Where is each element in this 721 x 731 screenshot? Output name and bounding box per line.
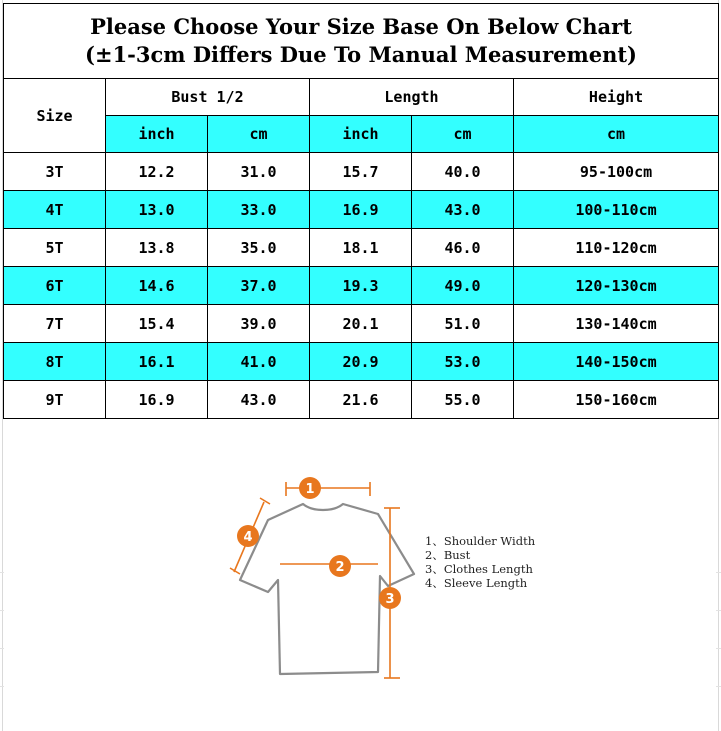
cell-size: 7T	[4, 305, 106, 343]
cell-height: 130-140cm	[514, 305, 719, 343]
sheet-gridline	[716, 686, 721, 687]
cell-length-cm: 43.0	[412, 191, 514, 229]
cell-size: 6T	[4, 267, 106, 305]
legend-item-length: 3、Clothes Length	[425, 562, 533, 576]
cell-bust-inch: 15.4	[106, 305, 208, 343]
marker-1	[299, 477, 321, 499]
sheet-gridline	[0, 610, 4, 611]
table-row	[4, 343, 719, 381]
cell-height: 150-160cm	[514, 381, 719, 419]
legend-item-bust: 2、Bust	[425, 548, 471, 562]
tshirt-measurement-diagram	[228, 468, 418, 688]
title-line-2: (±1-3cm Differs Due To Manual Measurement)	[85, 42, 637, 67]
cell-length-inch: 18.1	[310, 229, 412, 267]
sheet-gridline	[0, 686, 4, 687]
table-row	[4, 305, 719, 343]
header-length: Length	[310, 79, 514, 116]
cell-bust-cm: 43.0	[208, 381, 310, 419]
cell-length-inch: 20.1	[310, 305, 412, 343]
header-bust: Bust 1/2	[106, 79, 310, 116]
cell-length-cm: 49.0	[412, 267, 514, 305]
table-row	[4, 153, 719, 191]
cell-height: 120-130cm	[514, 267, 719, 305]
legend-item-shoulder: 1、Shoulder Width	[425, 534, 536, 548]
table-row	[4, 191, 719, 229]
cell-height: 140-150cm	[514, 343, 719, 381]
cell-bust-cm: 39.0	[208, 305, 310, 343]
cell-height: 100-110cm	[514, 191, 719, 229]
cell-length-cm: 51.0	[412, 305, 514, 343]
legend-item-sleeve: 4、Sleeve Length	[425, 576, 528, 590]
header-length-inch: inch	[310, 116, 412, 153]
cell-bust-cm: 41.0	[208, 343, 310, 381]
shoulder-measure	[286, 482, 370, 496]
cell-bust-inch: 13.8	[106, 229, 208, 267]
cell-size: 8T	[4, 343, 106, 381]
cell-size: 3T	[4, 153, 106, 191]
cell-bust-cm: 31.0	[208, 153, 310, 191]
cell-length-inch: 16.9	[310, 191, 412, 229]
header-height: Height	[514, 79, 719, 116]
cell-height: 95-100cm	[514, 153, 719, 191]
cell-size: 9T	[4, 381, 106, 419]
sheet-gridline	[716, 648, 721, 649]
svg-text:1: 1	[305, 482, 315, 497]
cell-bust-cm: 35.0	[208, 229, 310, 267]
sheet-gridline	[0, 648, 4, 649]
marker-2	[329, 555, 351, 577]
cell-bust-inch: 16.1	[106, 343, 208, 381]
svg-text:2: 2	[335, 560, 345, 575]
cell-bust-inch: 14.6	[106, 267, 208, 305]
chart-title	[4, 4, 719, 79]
header-length-cm: cm	[412, 116, 514, 153]
table-row	[4, 381, 719, 419]
sheet-gridline	[716, 610, 721, 611]
header-size: Size	[4, 79, 106, 153]
header-bust-cm: cm	[208, 116, 310, 153]
size-chart-table	[3, 3, 719, 419]
cell-height: 110-120cm	[514, 229, 719, 267]
header-height-cm: cm	[514, 116, 719, 153]
cell-length-inch: 15.7	[310, 153, 412, 191]
cell-bust-inch: 16.9	[106, 381, 208, 419]
title-line-1: Please Choose Your Size Base On Below Chart	[90, 14, 632, 39]
measurement-legend	[425, 534, 535, 590]
cell-length-cm: 40.0	[412, 153, 514, 191]
sheet-gridline	[716, 572, 721, 573]
table-row	[4, 229, 719, 267]
sheet-gridline	[0, 572, 4, 573]
cell-length-inch: 21.6	[310, 381, 412, 419]
cell-length-cm: 55.0	[412, 381, 514, 419]
marker-3	[379, 587, 401, 609]
cell-bust-cm: 33.0	[208, 191, 310, 229]
header-bust-inch: inch	[106, 116, 208, 153]
cell-length-cm: 53.0	[412, 343, 514, 381]
table-row	[4, 267, 719, 305]
cell-length-cm: 46.0	[412, 229, 514, 267]
svg-text:4: 4	[243, 530, 253, 545]
marker-4	[237, 525, 259, 547]
cell-bust-inch: 13.0	[106, 191, 208, 229]
cell-size: 4T	[4, 191, 106, 229]
cell-bust-inch: 12.2	[106, 153, 208, 191]
cell-bust-cm: 37.0	[208, 267, 310, 305]
cell-size: 5T	[4, 229, 106, 267]
cell-length-inch: 20.9	[310, 343, 412, 381]
cell-length-inch: 19.3	[310, 267, 412, 305]
svg-text:3: 3	[385, 592, 395, 607]
